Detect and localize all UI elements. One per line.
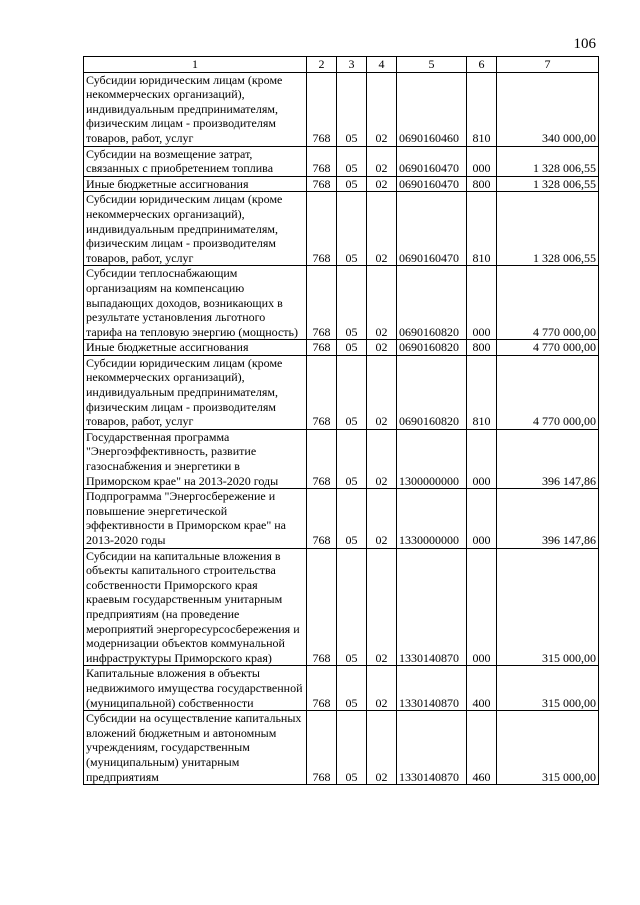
row-target-article: 0690160470 <box>397 192 467 266</box>
table-row <box>84 176 599 192</box>
row-amount: 315 000,00 <box>497 666 599 711</box>
row-target-article: 1330140870 <box>397 666 467 711</box>
row-ved: 768 <box>307 176 337 192</box>
budget-table <box>83 56 599 785</box>
row-target-article: 1330140870 <box>397 711 467 785</box>
table-row <box>84 711 599 785</box>
row-expense-type: 000 <box>467 266 497 340</box>
row-name: Иные бюджетные ассигнования <box>84 176 307 192</box>
row-ved: 768 <box>307 711 337 785</box>
row-name: Иные бюджетные ассигнования <box>84 340 307 356</box>
row-expense-type: 000 <box>467 548 497 666</box>
table-row <box>84 355 599 429</box>
row-section: 05 <box>337 548 367 666</box>
row-ved: 768 <box>307 340 337 356</box>
row-amount: 4 770 000,00 <box>497 355 599 429</box>
row-section: 05 <box>337 489 367 548</box>
row-name: Субсидии юридическим лицам (кроме некоммерческих организаций), индивидуальным предпринимателям, физическим лицам - производителям товаров, работ, услуг <box>84 72 307 146</box>
col-header-section: 3 <box>337 57 367 73</box>
col-header-target-article: 5 <box>397 57 467 73</box>
row-expense-type: 810 <box>467 192 497 266</box>
row-name: Государственная программа "Энергоэффективность, развитие газоснабжения и энергетики в Приморском крае" на 2013-2020 годы <box>84 429 307 488</box>
row-amount: 315 000,00 <box>497 548 599 666</box>
row-subsection: 02 <box>367 146 397 176</box>
row-target-article: 1330140870 <box>397 548 467 666</box>
row-section: 05 <box>337 666 367 711</box>
row-target-article: 0690160820 <box>397 355 467 429</box>
row-subsection: 02 <box>367 711 397 785</box>
row-target-article: 0690160460 <box>397 72 467 146</box>
row-amount: 396 147,86 <box>497 489 599 548</box>
row-ved: 768 <box>307 192 337 266</box>
row-name: Субсидии на осуществление капитальных вложений бюджетным и автономным учреждениям, государственным (муниципальным) унитарным предприятиям <box>84 711 307 785</box>
row-name: Капитальные вложения в объекты недвижимого имущества государственной (муниципальной) собственности <box>84 666 307 711</box>
row-expense-type: 400 <box>467 666 497 711</box>
row-section: 05 <box>337 266 367 340</box>
row-amount: 4 770 000,00 <box>497 266 599 340</box>
row-ved: 768 <box>307 72 337 146</box>
row-expense-type: 810 <box>467 355 497 429</box>
row-target-article: 1330000000 <box>397 489 467 548</box>
row-expense-type: 800 <box>467 340 497 356</box>
row-name: Субсидии теплоснабжающим организациям на компенсацию выпадающих доходов, возникающих в результате установления льготного тарифа на тепловую энергию (мощность) <box>84 266 307 340</box>
row-ved: 768 <box>307 146 337 176</box>
row-expense-type: 800 <box>467 176 497 192</box>
row-section: 05 <box>337 340 367 356</box>
row-name: Субсидии на капитальные вложения в объекты капитального строительства собственности Приморского края краевым государственным унитарным предприятиям (на проведение мероприятий энергоресурсосбережения и модернизации объектов коммунальной инфраструктуры Приморского края) <box>84 548 307 666</box>
row-section: 05 <box>337 72 367 146</box>
row-section: 05 <box>337 429 367 488</box>
table-row <box>84 340 599 356</box>
row-section: 05 <box>337 192 367 266</box>
row-subsection: 02 <box>367 666 397 711</box>
row-amount: 4 770 000,00 <box>497 340 599 356</box>
row-subsection: 02 <box>367 489 397 548</box>
row-subsection: 02 <box>367 548 397 666</box>
row-amount: 1 328 006,55 <box>497 192 599 266</box>
page-number: 106 <box>573 36 596 52</box>
row-amount: 1 328 006,55 <box>497 146 599 176</box>
row-name: Субсидии на возмещение затрат, связанных с приобретением топлива <box>84 146 307 176</box>
row-name: Субсидии юридическим лицам (кроме некоммерческих организаций), индивидуальным предпринимателям, физическим лицам - производителям товаров, работ, услуг <box>84 192 307 266</box>
row-subsection: 02 <box>367 340 397 356</box>
row-amount: 340 000,00 <box>497 72 599 146</box>
row-section: 05 <box>337 355 367 429</box>
col-header-subsection: 4 <box>367 57 397 73</box>
table-row <box>84 429 599 488</box>
table-row <box>84 666 599 711</box>
row-target-article: 0690160470 <box>397 176 467 192</box>
row-section: 05 <box>337 146 367 176</box>
row-subsection: 02 <box>367 266 397 340</box>
row-amount: 315 000,00 <box>497 711 599 785</box>
row-ved: 768 <box>307 666 337 711</box>
row-target-article: 0690160470 <box>397 146 467 176</box>
row-ved: 768 <box>307 489 337 548</box>
row-subsection: 02 <box>367 176 397 192</box>
table-row <box>84 266 599 340</box>
row-target-article: 0690160820 <box>397 340 467 356</box>
row-ved: 768 <box>307 429 337 488</box>
header-row <box>84 57 599 73</box>
row-subsection: 02 <box>367 355 397 429</box>
row-ved: 768 <box>307 548 337 666</box>
table-row <box>84 192 599 266</box>
row-subsection: 02 <box>367 192 397 266</box>
row-expense-type: 000 <box>467 429 497 488</box>
col-header-expense-type: 6 <box>467 57 497 73</box>
row-name: Субсидии юридическим лицам (кроме некоммерческих организаций), индивидуальным предпринимателям, физическим лицам - производителям товаров, работ, услуг <box>84 355 307 429</box>
row-target-article: 1300000000 <box>397 429 467 488</box>
row-expense-type: 810 <box>467 72 497 146</box>
row-section: 05 <box>337 711 367 785</box>
table-row <box>84 72 599 146</box>
row-expense-type: 460 <box>467 711 497 785</box>
row-expense-type: 000 <box>467 146 497 176</box>
col-header-amount: 7 <box>497 57 599 73</box>
row-target-article: 0690160820 <box>397 266 467 340</box>
row-section: 05 <box>337 176 367 192</box>
row-expense-type: 000 <box>467 489 497 548</box>
row-ved: 768 <box>307 355 337 429</box>
row-ved: 768 <box>307 266 337 340</box>
table-row <box>84 146 599 176</box>
row-amount: 396 147,86 <box>497 429 599 488</box>
col-header-ved: 2 <box>307 57 337 73</box>
table-row <box>84 489 599 548</box>
row-subsection: 02 <box>367 72 397 146</box>
row-name: Подпрограмма "Энергосбережение и повышение энергетической эффективности в Приморском крае" на 2013-2020 годы <box>84 489 307 548</box>
col-header-name: 1 <box>84 57 307 73</box>
table-row <box>84 548 599 666</box>
row-subsection: 02 <box>367 429 397 488</box>
row-amount: 1 328 006,55 <box>497 176 599 192</box>
